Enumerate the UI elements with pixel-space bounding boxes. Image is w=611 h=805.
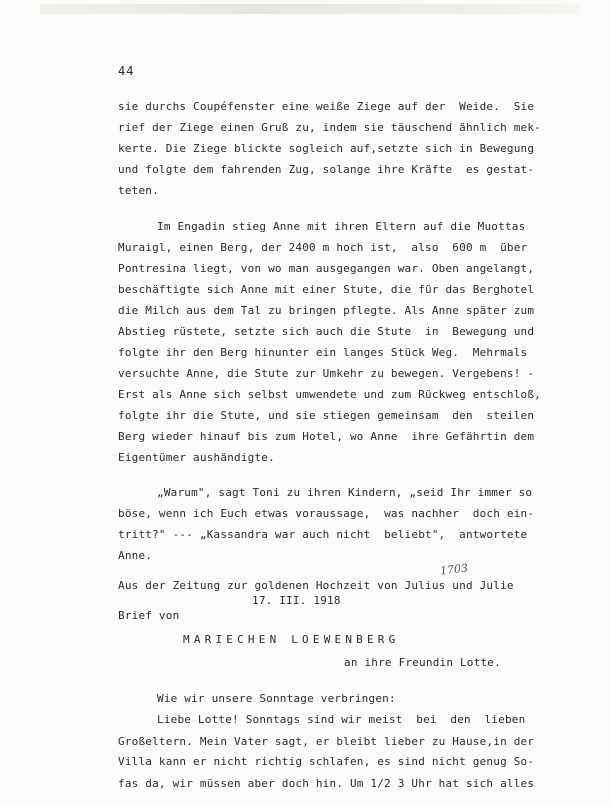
page-number: 44 — [118, 64, 135, 78]
text-line: Berg wieder hinauf bis zum Hotel, wo Anne ihre Gefährtin dem — [118, 430, 535, 443]
text-line: folgte ihr die Stute, und sie stiegen gemeinsam den steilen — [118, 409, 535, 422]
text-line: böse, wenn ich Euch etwas voraussage, was nachher doch ein- — [118, 507, 535, 520]
text-line: kerte. Die Ziege blickte sogleich auf,setzte sich in Bewegung — [118, 142, 535, 155]
text-line: versuchte Anne, die Stute zur Umkehr zu bewegen. Vergebens! - — [118, 367, 535, 380]
text-line: Abstieg rüstete, setzte sich auch die Stute in Bewegung und — [118, 325, 535, 338]
handwritten-annotation: 1703 — [439, 561, 469, 578]
text-line: „Warum", sagt Toni zu ihren Kindern, „seid Ihr immer so — [157, 486, 533, 499]
text-line: beschäftigte sich Anne mit einer Stute, die für das Berghotel — [118, 283, 535, 296]
text-line: Brief von — [118, 609, 180, 622]
text-line: sie durchs Coupéfenster eine weiße Ziege auf der Weide. Sie — [118, 100, 535, 113]
text-line: tritt?" --- „Kassandra war auch nicht beliebt", antwortete — [118, 528, 528, 541]
text-line: Aus der Zeitung zur goldenen Hochzeit von Julius und Julie — [118, 579, 514, 592]
text-line: Wie wir unsere Sonntage verbringen: — [157, 692, 396, 705]
text-line: fas da, wir müssen aber doch hin. Um 1/2 3 Uhr hat sich alles — [118, 777, 535, 790]
text-line: Pontresina liegt, von wo man ausgegangen war. Oben angelangt, — [118, 262, 535, 275]
text-line: die Milch aus dem Tal zu bringen pflegte. Als Anne später zum — [118, 304, 535, 317]
text-line: Im Engadin stieg Anne mit ihren Eltern auf die Muottas — [157, 220, 526, 233]
text-line: MARIECHEN LOEWENBERG — [183, 633, 400, 646]
text-line: folgte ihr den Berg hinunter ein langes Stück Weg. Mehrmals — [118, 346, 528, 359]
text-line: teten. — [118, 184, 159, 197]
text-line: Erst als Anne sich selbst umwendete und zum Rückweg entschloß, — [118, 388, 541, 401]
text-line: an ihre Freundin Lotte. — [344, 656, 501, 669]
text-line: und folgte dem fahrenden Zug, solange ihre Kräfte es gestat- — [118, 163, 535, 176]
text-line: Großeltern. Mein Vater sagt, er bleibt lieber zu Hause,in der — [118, 735, 535, 748]
text-line: Villa kann er nicht richtig schlafen, es sind nicht genug So- — [118, 755, 535, 768]
text-line: Anne. — [118, 549, 153, 562]
text-line: 17. III. 1918 — [252, 594, 341, 607]
page-top-shadow — [40, 4, 580, 14]
text-line: rief der Ziege einen Gruß zu, indem sie täuschend ähnlich mek- — [118, 121, 541, 134]
text-line: Liebe Lotte! Sonntags sind wir meist bei den lieben — [157, 713, 526, 726]
text-line: Eigentümer aushändigte. — [118, 451, 275, 464]
text-line: Muraigl, einen Berg, der 2400 m hoch ist, also 600 m über — [118, 241, 528, 254]
